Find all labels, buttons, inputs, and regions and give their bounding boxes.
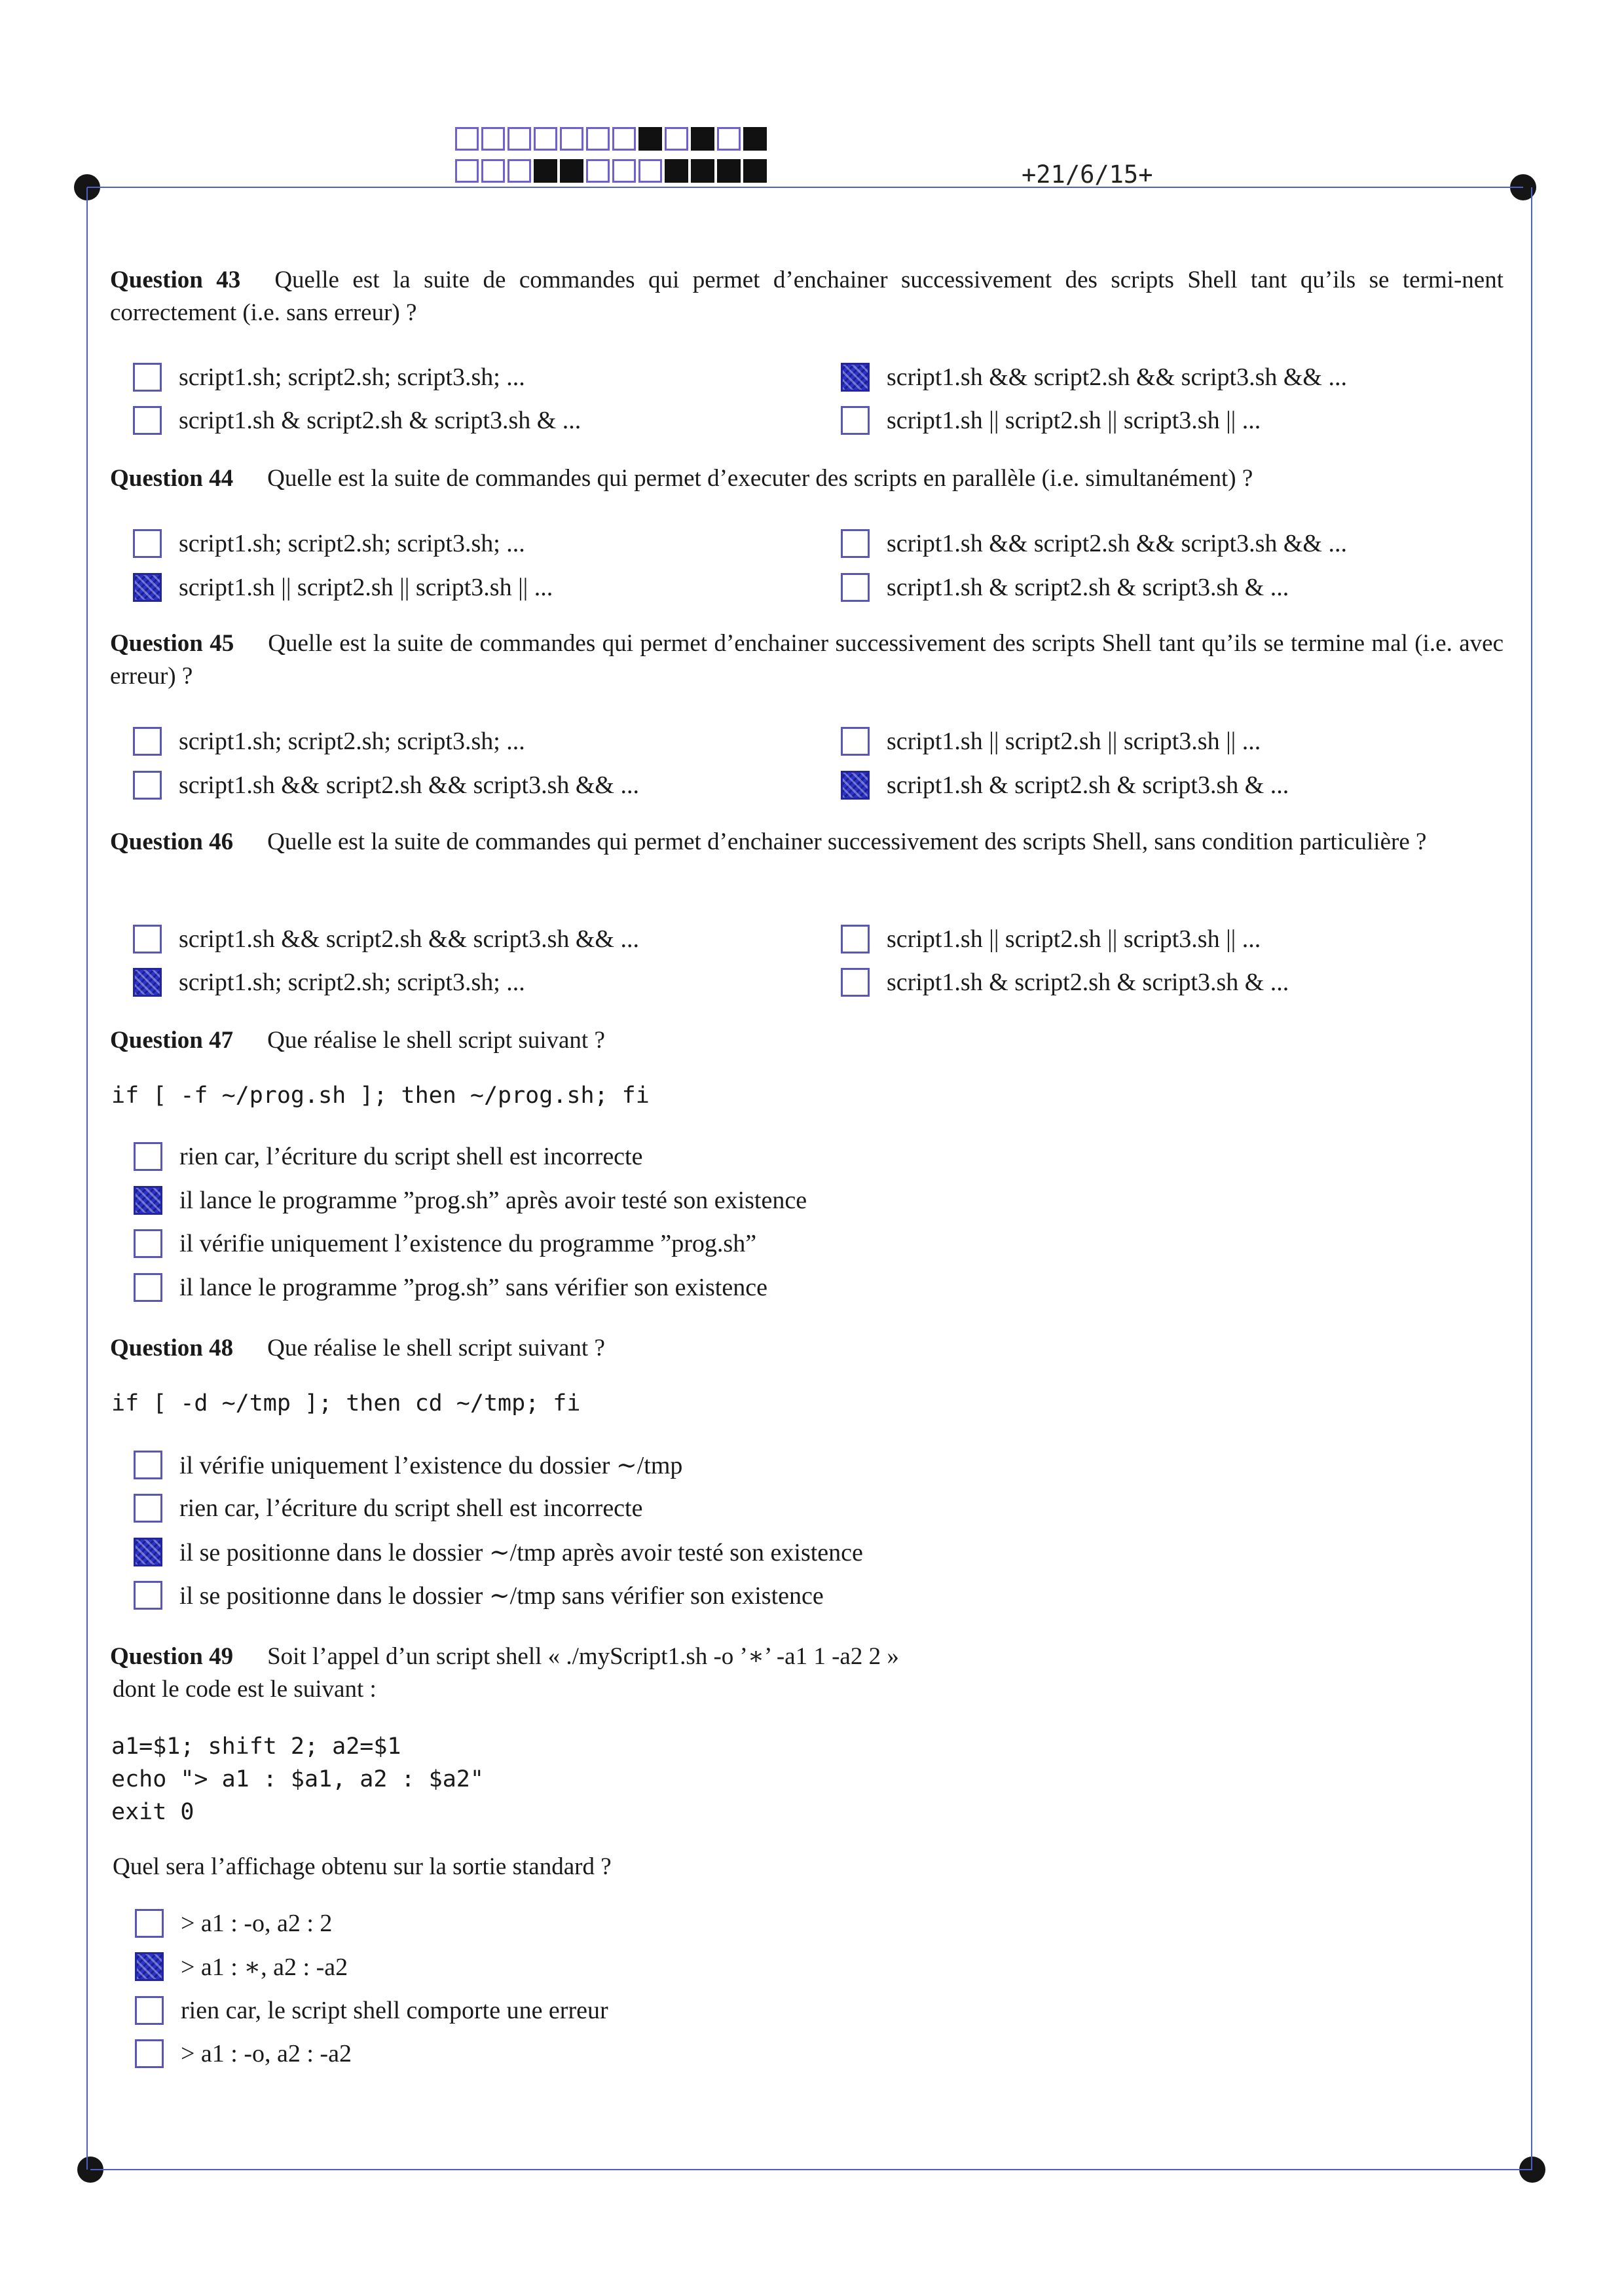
barcode-cell: [743, 159, 767, 183]
option[interactable]: [135, 2035, 352, 2072]
option[interactable]: [133, 921, 639, 957]
option-label: rien car, l’écriture du script shell est incorrecte: [179, 1143, 643, 1170]
question-label: Question 48: [110, 1335, 234, 1361]
barcode-cell: [691, 127, 714, 151]
checkbox[interactable]: [135, 1952, 164, 1981]
checkbox[interactable]: [135, 1909, 164, 1938]
option[interactable]: [134, 1269, 767, 1306]
option[interactable]: [135, 1948, 348, 1985]
option-label: script1.sh && script2.sh && script3.sh && ...: [887, 363, 1347, 391]
option-label: rien car, le script shell comporte une erreur: [181, 1997, 608, 2024]
checkbox[interactable]: [133, 406, 162, 435]
checkbox[interactable]: [134, 1273, 162, 1302]
barcode-cell: [638, 127, 662, 151]
question-label: Question 44: [110, 465, 234, 492]
option-label: il vérifie uniquement l’existence du dossier ∼/tmp: [179, 1451, 683, 1479]
option[interactable]: [134, 1490, 642, 1527]
question-label: Question 45: [110, 630, 234, 657]
question-label: Question 43: [110, 267, 241, 293]
barcode-cell: [743, 127, 767, 151]
barcode-cell: [586, 159, 610, 183]
checkbox[interactable]: [134, 1581, 162, 1610]
question-49: [110, 1640, 1504, 1673]
option[interactable]: [135, 1992, 608, 2029]
question-text: Que réalise le shell script suivant ?: [267, 1027, 605, 1054]
option-label: il vérifie uniquement l’existence du programme ”prog.sh”: [179, 1230, 757, 1257]
checkbox[interactable]: [134, 1142, 162, 1171]
code-line: a1=$1; shift 2; a2=$1: [111, 1733, 401, 1760]
question-43: [110, 264, 1504, 329]
checkbox[interactable]: [841, 925, 870, 954]
question-46: [110, 826, 1504, 859]
checkbox[interactable]: [133, 727, 162, 756]
barcode-cell: [455, 127, 479, 151]
option[interactable]: [134, 1225, 756, 1262]
question-followup: Quel sera l’affichage obtenu sur la sortie standard ?: [113, 1853, 612, 1880]
barcode-cell: [560, 159, 583, 183]
question-47: [110, 1024, 1504, 1057]
option[interactable]: [134, 1577, 824, 1614]
barcode-cell: [717, 159, 741, 183]
barcode-cell: [612, 159, 636, 183]
barcode-row-1: [455, 127, 769, 151]
option[interactable]: [841, 569, 1289, 606]
question-text: Quelle est la suite de commandes qui permet d’enchainer successivement des scripts Shell, sans condition particulière ?: [267, 828, 1427, 855]
option-label: script1.sh || script2.sh || script3.sh || ...: [887, 728, 1261, 755]
checkbox[interactable]: [841, 406, 870, 435]
barcode-cell: [481, 127, 505, 151]
frame-left-border: [86, 187, 88, 2170]
barcode-row-2: [455, 159, 769, 183]
barcode-cell: [665, 159, 688, 183]
question-text: Quelle est la suite de commandes qui permet d’enchainer successivement des scripts Shell tant qu’ils se termi-nent correctement (i.e. sans erreur) ?: [110, 267, 1504, 326]
option-label: script1.sh && script2.sh && script3.sh && ...: [179, 771, 639, 799]
option[interactable]: [134, 1447, 682, 1483]
barcode-cell: [665, 127, 688, 151]
option[interactable]: [133, 402, 581, 439]
option[interactable]: [841, 525, 1347, 562]
question-44: [110, 462, 1504, 495]
option[interactable]: [841, 723, 1261, 760]
checkbox[interactable]: [841, 529, 870, 558]
option[interactable]: [841, 964, 1289, 1001]
barcode-cell: [560, 127, 583, 151]
page-id: +21/6/15+: [1022, 160, 1153, 189]
barcode-cell: [507, 159, 531, 183]
question-text-continued: dont le code est le suivant :: [113, 1676, 377, 1703]
option[interactable]: [841, 402, 1261, 439]
barcode-cell: [455, 159, 479, 183]
option[interactable]: [841, 359, 1347, 396]
option-label: > a1 : -o, a2 : -a2: [181, 2040, 352, 2067]
checkbox[interactable]: [133, 529, 162, 558]
option[interactable]: [841, 921, 1261, 957]
option-label: script1.sh & script2.sh & script3.sh & ...: [887, 969, 1289, 996]
barcode-cell: [586, 127, 610, 151]
option-label: il lance le programme ”prog.sh” après avoir testé son existence: [179, 1187, 807, 1214]
option-label: script1.sh && script2.sh && script3.sh && ...: [887, 530, 1347, 557]
option[interactable]: [134, 1182, 807, 1219]
option-label: il se positionne dans le dossier ∼/tmp après avoir testé son existence: [179, 1538, 863, 1566]
option[interactable]: [134, 1534, 863, 1570]
question-48: [110, 1332, 1504, 1365]
option[interactable]: [133, 525, 525, 562]
frame-bottom-border: [90, 2169, 1532, 2170]
barcode-cell: [481, 159, 505, 183]
checkbox[interactable]: [133, 573, 162, 602]
checkbox[interactable]: [133, 925, 162, 954]
barcode-cell: [612, 127, 636, 151]
checkbox[interactable]: [841, 968, 870, 997]
option-label: script1.sh || script2.sh || script3.sh || ...: [887, 407, 1261, 434]
checkbox[interactable]: [841, 363, 870, 392]
option-label: script1.sh & script2.sh & script3.sh & ...: [887, 574, 1289, 601]
option-label: script1.sh; script2.sh; script3.sh; ...: [179, 530, 525, 557]
option[interactable]: [134, 1138, 642, 1175]
frame-right-border: [1531, 187, 1532, 2170]
barcode-cell: [507, 127, 531, 151]
option-label: script1.sh && script2.sh && script3.sh && ...: [179, 925, 639, 953]
checkbox[interactable]: [841, 573, 870, 602]
code-snippet: if [ -f ~/prog.sh ]; then ~/prog.sh; fi: [111, 1083, 650, 1109]
option-label: script1.sh; script2.sh; script3.sh; ...: [179, 363, 525, 391]
question-text: Quelle est la suite de commandes qui permet d’executer des scripts en parallèle (i.e. simultanément) ?: [267, 465, 1253, 492]
option-label: script1.sh; script2.sh; script3.sh; ...: [179, 728, 525, 755]
option-label: > a1 : ∗, a2 : -a2: [181, 1953, 348, 1981]
barcode-cell: [534, 127, 557, 151]
question-label: Question 49: [110, 1643, 234, 1670]
option[interactable]: [133, 569, 553, 606]
question-text: Que réalise le shell script suivant ?: [267, 1335, 605, 1361]
question-text: Soit l’appel d’un script shell « ./myScript1.sh -o ’∗’ -a1 1 -a2 2 »: [267, 1643, 899, 1670]
barcode-cell: [717, 127, 741, 151]
checkbox[interactable]: [133, 968, 162, 997]
option-label: script1.sh || script2.sh || script3.sh || ...: [887, 925, 1261, 953]
option[interactable]: [133, 964, 525, 1001]
checkbox[interactable]: [134, 1229, 162, 1258]
option-label: > a1 : -o, a2 : 2: [181, 1910, 333, 1937]
barcode-cell: [534, 159, 557, 183]
option-label: il lance le programme ”prog.sh” sans vérifier son existence: [179, 1274, 767, 1301]
barcode-cell: [691, 159, 714, 183]
option-label: script1.sh || script2.sh || script3.sh || ...: [179, 574, 553, 601]
question-label: Question 46: [110, 828, 234, 855]
checkbox[interactable]: [134, 1451, 162, 1479]
option[interactable]: [135, 1905, 332, 1942]
checkbox[interactable]: [135, 1996, 164, 2025]
checkbox[interactable]: [133, 363, 162, 392]
code-line: exit 0: [111, 1799, 194, 1825]
option-label: script1.sh; script2.sh; script3.sh; ...: [179, 969, 525, 996]
option-label: script1.sh & script2.sh & script3.sh & ...: [887, 771, 1289, 799]
option-label: rien car, l’écriture du script shell est incorrecte: [179, 1494, 643, 1522]
question-45: [110, 627, 1504, 693]
option[interactable]: [841, 767, 1289, 804]
checkbox[interactable]: [133, 771, 162, 800]
checkbox[interactable]: [841, 771, 870, 800]
checkbox[interactable]: [134, 1538, 162, 1566]
checkbox[interactable]: [135, 2039, 164, 2068]
checkbox[interactable]: [134, 1186, 162, 1215]
checkbox[interactable]: [134, 1494, 162, 1523]
option[interactable]: [133, 767, 639, 804]
option-label: script1.sh & script2.sh & script3.sh & ...: [179, 407, 581, 434]
frame-top-border: [87, 187, 1523, 188]
option-label: il se positionne dans le dossier ∼/tmp sans vérifier son existence: [179, 1582, 824, 1610]
question-label: Question 47: [110, 1027, 234, 1054]
code-line: echo "> a1 : $a1, a2 : $a2": [111, 1766, 484, 1792]
checkbox[interactable]: [841, 727, 870, 756]
code-snippet: if [ -d ~/tmp ]; then cd ~/tmp; fi: [111, 1390, 581, 1416]
barcode-cell: [638, 159, 662, 183]
question-text: Quelle est la suite de commandes qui permet d’enchainer successivement des scripts Shell tant qu’ils se termine mal (i.e. avec erreur) ?: [110, 630, 1504, 690]
option[interactable]: [133, 723, 525, 760]
option[interactable]: [133, 359, 525, 396]
